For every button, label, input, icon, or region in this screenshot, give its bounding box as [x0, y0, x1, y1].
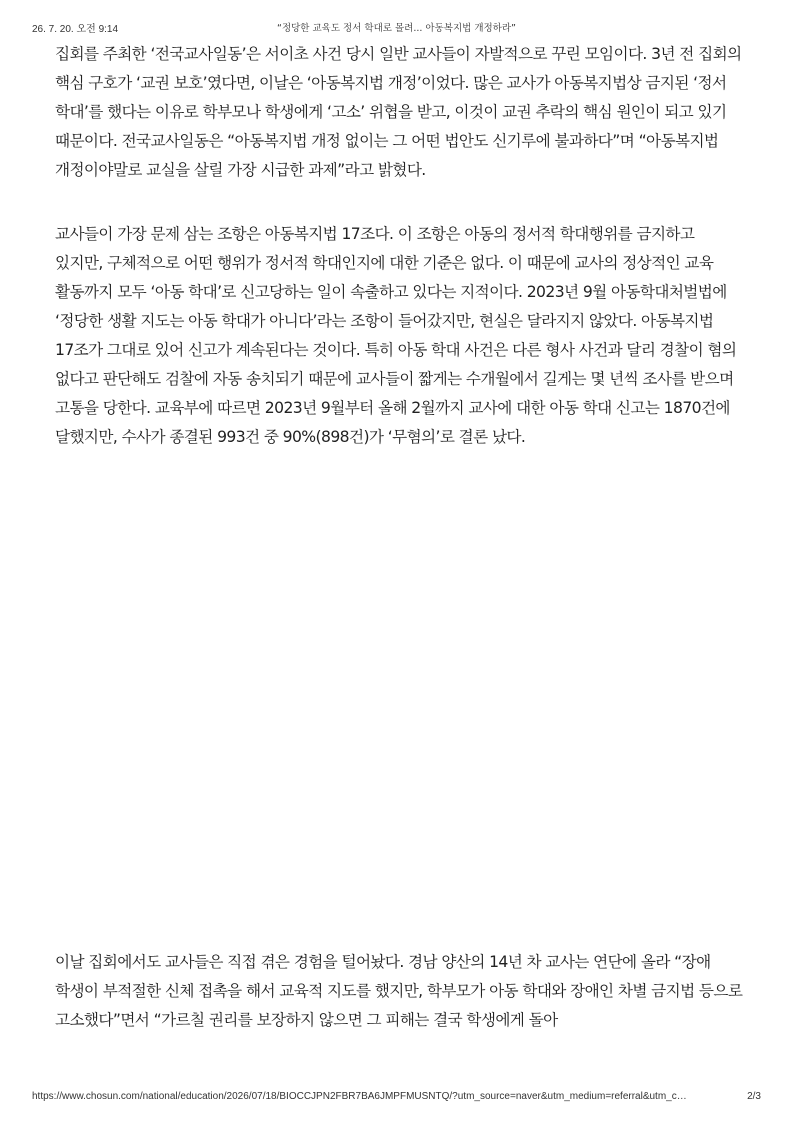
print-footer — [32, 1091, 761, 1105]
article-paragraph-1 — [55, 40, 745, 185]
paragraph-text: 이날 집회에서도 교사들은 직접 겪은 경험을 털어놨다. 경남 양산의 14년 차 교사는 연단에 올라 “장애 학생이 부적절한 신체 접촉을 해서 교육적 지도를 했지만, 학부모가 아동 학대와 장애인 차별 금지법 등으로 고소했다”면서 “가르칠 권리를 보장하지 않으면 그 피해는 결국 학생에게 돌아 — [55, 953, 743, 1029]
source-url: https://www.chosun.com/national/education/2026/07/18/BIOCCJPN2FBR7BA6JMPFMUSNTQ/?utm_source=naver&utm_medium=referral&utm_c… — [32, 1091, 687, 1102]
print-header — [32, 20, 761, 34]
paragraph-text: 교사들이 가장 문제 삼는 조항은 아동복지법 17조다. 이 조항은 아동의 정서적 학대행위를 금지하고 있지만, 구체적으로 어떤 행위가 정서적 학대인지에 대한 기준은 없다. 이 때문에 교사의 정상적인 교육 활동까지 모두 ‘아동 학대’로 신고당하는 일이 속출하고 있다는 지적이다. 2023년 9월 아동학대처벌법에 ‘정당한 생활 지도는 아동 학대가 아니다’라는 조항이 들어갔지만, 현실은 달라지지 않았다. 아동복지법 17조가 그대로 있어 신고가 계속된다는 것이다. 특히 아동 학대 사건은 다른 형사 사건과 달리 경찰이 혐의 없다고 판단해도 검찰에 자동 송치되기 때문에 교사들이 짧게는 수개월에서 길게는 몇 년씩 조사를 받으며 고통을 당한다. 교육부에 따르면 2023년 9월부터 올해 2월까지 교사에 대한 아동 학대 신고는 1870건에 달했지만, 수사가 종결된 993건 중 90%(898건)가 ‘무혐의’로 결론 났다. — [55, 225, 737, 446]
article-paragraph-2 — [55, 220, 745, 452]
article-paragraph-3 — [55, 948, 745, 1035]
paragraph-text: 집회를 주최한 ‘전국교사일동’은 서이초 사건 당시 일반 교사들이 자발적으로 꾸린 모임이다. 3년 전 집회의 핵심 구호가 ‘교권 보호’였다면, 이날은 ‘아동복지법 개정’이었다. 많은 교사가 아동복지법상 금지된 ‘정서 학대’를 했다는 이유로 학부모나 학생에게 ‘고소’ 위협을 받고, 이것이 교권 추락의 핵심 원인이 되고 있기 때문이다. 전국교사일동은 “아동복지법 개정 없이는 그 어떤 법안도 신기루에 불과하다”며 “아동복지법 개정이야말로 교실을 살릴 가장 시급한 과제”라고 밝혔다. — [55, 45, 742, 179]
print-date: 26. 7. 20. 오전 9:14 — [32, 24, 119, 35]
document-title: “정당한 교육도 정서 학대로 몰려... 아동복지법 개정하라” — [277, 23, 516, 34]
page-number: 2/3 — [747, 1091, 761, 1102]
